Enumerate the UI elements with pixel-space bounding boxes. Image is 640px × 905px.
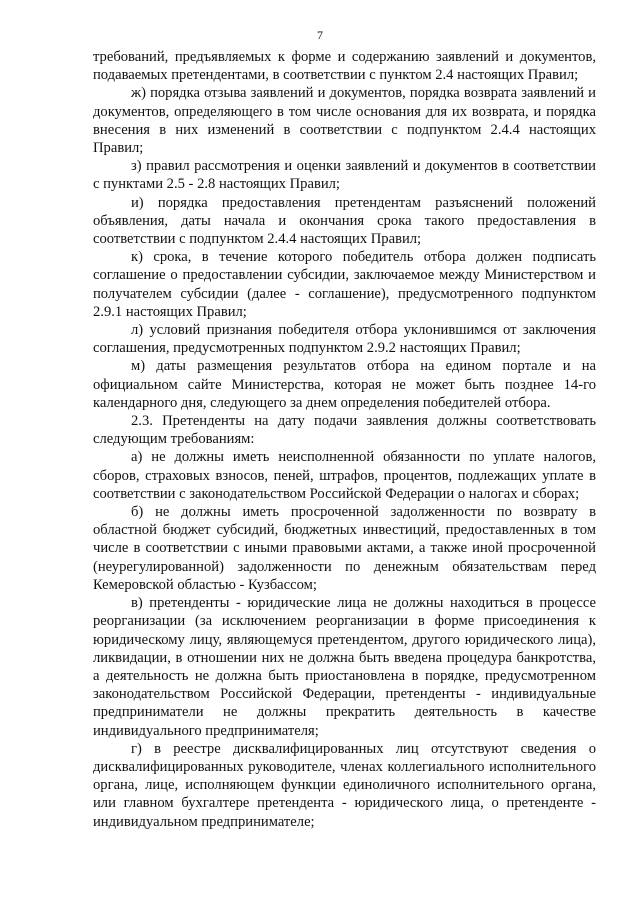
paragraph-item-a: а) не должны иметь неисполненной обязанности по уплате налогов, сборов, страховых взносов, пеней, штрафов, процентов, подлежащих уплате в соответствии с законодательством Российской Федерации о налогах и сборах; <box>93 449 596 502</box>
paragraph-item-i: и) порядка предоставления претендентам разъяснений положений объявления, даты начала и окончания срока такого предоставления в соответствии с подпунктом 2.4.4 настоящих Правил; <box>93 194 596 248</box>
paragraph-item-k: к) срока, в течение которого победитель отбора должен подписать соглашение о предоставлении субсидии, заключаемое между Министерством и получателем субсидии (далее - соглашение), предусмотренного подпунктом 2.9.1 настоящих Правил; <box>93 249 596 320</box>
paragraph-item-zh: ж) порядка отзыва заявлений и документов, порядка возврата заявлений и документов, определяющего в том числе основания для их возврата, и порядка внесения в них изменений в соответствии с подпунктом 2.4.4 настоящих Правил; <box>93 85 596 157</box>
document-body <box>93 48 596 831</box>
paragraph-item-v: в) претенденты - юридические лица не должны находиться в процессе реорганизации (за исключением реорганизации в форме присоединения к юридическому лицу, являющемуся претендентом, другого юридического лица), ликвидации, в отношении них не должна быть введена процедура банкротства, а деятельность не должна быть приостановлена в порядке, предусмотренном законодательством Российской Федерации, претенденты - индивидуальные предприниматели не должны прекратить деятельность в качестве индивидуального предпринимателя; <box>93 595 596 739</box>
paragraph-item-l: л) условий признания победителя отбора уклонившимся от заключения соглашения, предусмотренных подпунктом 2.9.2 настоящих Правил; <box>93 322 596 357</box>
page-number: 7 <box>317 28 323 42</box>
paragraph-item-g: г) в реестре дисквалифицированных лиц отсутствуют сведения о дисквалифицированных руководителе, членах коллегиального исполнительного органа, лице, исполняющем функции единоличного исполнительного органа, или главном бухгалтере претендента - юридического лица, о претенденте - индивидуальном предпринимателе; <box>93 740 596 830</box>
paragraph-item-z: з) правил рассмотрения и оценки заявлений и документов в соответствии с пунктами 2.5 - 2.8 настоящих Правил; <box>93 158 596 193</box>
paragraph-item-b: б) не должны иметь просроченной задолженности по возврату в областной бюджет субсидий, бюджетных инвестиций, предоставленных в том числе в соответствии с иными правовыми актами, а также иной просроченной (неурегулированной) задолженности по денежным обязательствам перед Кемеровской областью - Кузбассом; <box>93 504 596 593</box>
paragraph-section-2-3: 2.3. Претенденты на дату подачи заявления должны соответствовать следующим требованиям: <box>93 413 596 448</box>
paragraph-continuation: требований, предъявляемых к форме и содержанию заявлений и документов, подаваемых претендентами, в соответствии с пунктом 2.4 настоящих Правил; <box>93 49 596 84</box>
paragraph-item-m: м) даты размещения результатов отбора на едином портале и на официальном сайте Министерства, которая не может быть позднее 14-го календарного дня, следующего за днем определения победителей отбора. <box>93 358 596 411</box>
